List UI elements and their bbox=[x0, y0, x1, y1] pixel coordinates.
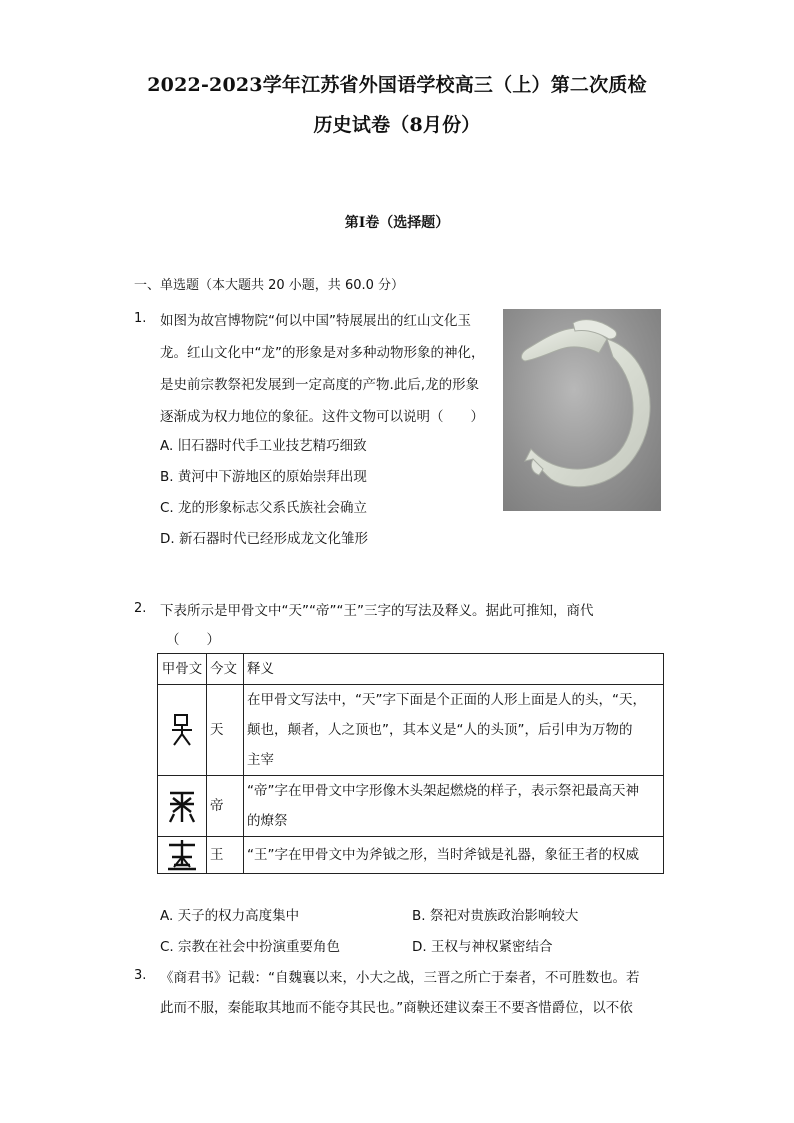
part-title: 第I卷（选择题） bbox=[344, 215, 450, 231]
modern-char: 王 bbox=[207, 837, 244, 874]
oracle-glyph-wang bbox=[158, 837, 207, 874]
table-header: 释义 bbox=[244, 654, 664, 685]
explanation-line: 在甲骨文写法中，“天”字下面是个正面的人形上面是人的头，“天， bbox=[247, 692, 646, 708]
q1-line: 如图为故宫博物院“何以中国”特展展出的红山文化玉 bbox=[160, 313, 471, 329]
q1-number: 1. bbox=[134, 311, 147, 326]
table-cell-explanation bbox=[244, 776, 664, 837]
table-header: 今文 bbox=[207, 654, 244, 685]
q2-option-b[interactable]: B. 祭祀对贵族政治影响较大 bbox=[412, 908, 579, 924]
q1-line: 逐渐成为权力地位的象征。这件文物可以说明（ ） bbox=[160, 409, 484, 425]
table-header: 甲骨文 bbox=[158, 654, 207, 685]
modern-char: 天 bbox=[207, 685, 244, 776]
q1-line: 龙。红山文化中“龙”的形象是对多种动物形象的神化， bbox=[160, 345, 485, 361]
q2-option-c[interactable]: C. 宗教在社会中扮演重要角色 bbox=[160, 939, 341, 955]
table-row bbox=[158, 776, 664, 837]
explanation-line: 颠也，颠者，人之顶也”，其本义是“人的头顶”，后引申为万物的 bbox=[247, 722, 633, 738]
q1-line: 是史前宗教祭祀发展到一定高度的产物.此后,龙的形象 bbox=[160, 377, 480, 393]
explanation-line: “帝”字在甲骨文中字形像木头架起燃烧的样子，表示祭祀最高天神 bbox=[247, 783, 639, 799]
paper-title-line2: 历史试卷（8月份） bbox=[313, 114, 481, 136]
q3-number: 3. bbox=[134, 968, 147, 983]
table-row bbox=[158, 685, 664, 776]
q3-line: 此而不服，秦能取其地而不能夺其民也。”商鞅还建议秦王不要吝惜爵位，以不依 bbox=[160, 1000, 633, 1016]
explanation-line: 的燎祭 bbox=[247, 813, 288, 829]
q2-option-d[interactable]: D. 王权与神权紧密结合 bbox=[412, 939, 553, 955]
table-header-row bbox=[158, 654, 664, 685]
section-heading: 一、单选题（本大题共 20 小题，共 60.0 分） bbox=[134, 278, 405, 293]
modern-char: 帝 bbox=[207, 776, 244, 837]
q2-line: 下表所示是甲骨文中“天”“帝”“王”三字的写法及释义。据此可推知，商代 bbox=[160, 603, 594, 619]
jade-dragon-photo bbox=[503, 309, 661, 511]
table-cell-explanation bbox=[244, 685, 664, 776]
q1-option-a[interactable]: A. 旧石器时代手工业技艺精巧细致 bbox=[160, 438, 367, 454]
oracle-glyph-di bbox=[158, 776, 207, 837]
paper-title-line1: 2022-2023学年江苏省外国语学校高三（上）第二次质检 bbox=[147, 74, 647, 96]
explanation-line: “王”字在甲骨文中为斧钺之形，当时斧钺是礼器，象征王者的权威 bbox=[247, 847, 639, 863]
q2-line: （ ） bbox=[166, 632, 220, 648]
oracle-bone-table bbox=[157, 653, 664, 874]
q1-option-c[interactable]: C. 龙的形象标志父系氏族社会确立 bbox=[160, 500, 368, 516]
q1-option-b[interactable]: B. 黄河中下游地区的原始崇拜出现 bbox=[160, 469, 367, 485]
q2-number: 2. bbox=[134, 601, 147, 616]
oracle-tian-icon bbox=[164, 712, 200, 748]
oracle-di-icon bbox=[164, 788, 200, 824]
table-cell-explanation bbox=[244, 837, 664, 874]
oracle-wang-icon bbox=[164, 837, 200, 873]
q3-line: 《商君书》记载：“自魏襄以来，小大之战，三晋之所亡于秦者，不可胜数也。若 bbox=[160, 970, 640, 986]
q1-option-d[interactable]: D. 新石器时代已经形成龙文化雏形 bbox=[160, 531, 368, 547]
table-row bbox=[158, 837, 664, 874]
q2-option-a[interactable]: A. 天子的权力高度集中 bbox=[160, 908, 300, 924]
oracle-glyph-tian bbox=[158, 685, 207, 776]
explanation-line: 主宰 bbox=[247, 752, 274, 768]
